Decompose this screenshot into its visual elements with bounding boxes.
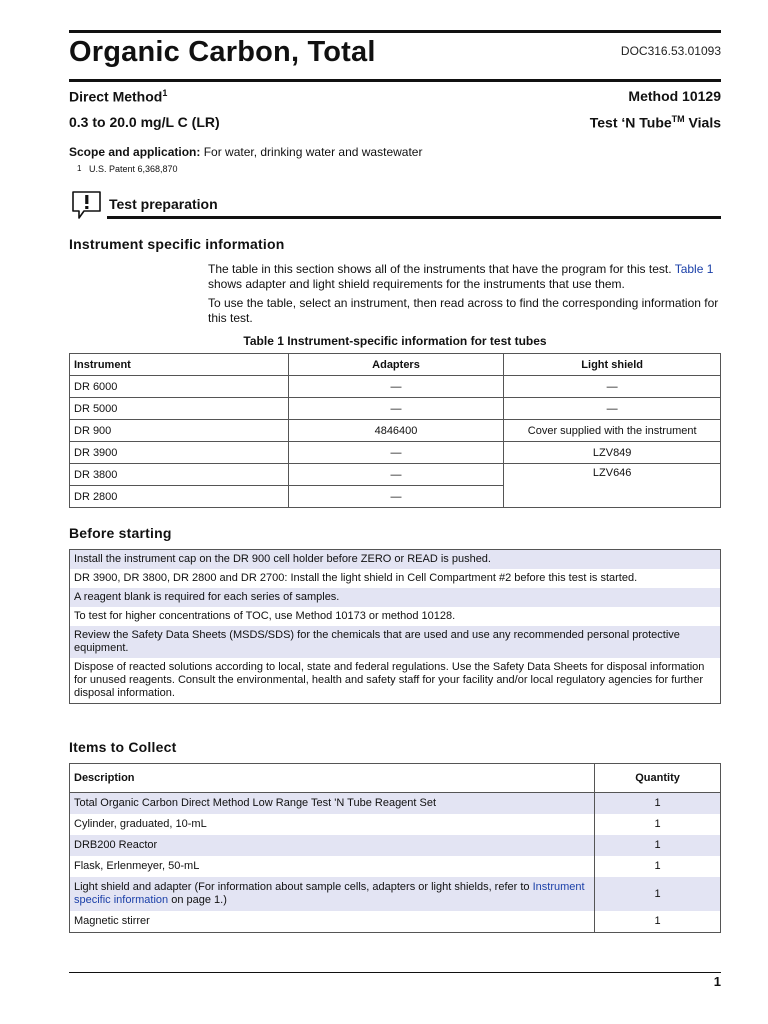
cell-adapter: 4846400	[288, 420, 504, 442]
table-1-link[interactable]: Table 1	[674, 262, 714, 276]
cell-adapter: —	[288, 398, 504, 420]
instrument-table	[69, 353, 721, 508]
table-row	[70, 814, 721, 835]
page-title: Organic Carbon, Total	[69, 36, 376, 68]
test-preparation-rule	[107, 216, 721, 219]
cell-instrument: DR 3900	[70, 442, 289, 464]
top-rule	[69, 30, 721, 33]
cell-light-shield: Cover supplied with the instrument	[504, 420, 721, 442]
cell-instrument: DR 2800	[70, 486, 289, 508]
exclamation-note-icon	[71, 190, 103, 220]
table-row	[70, 835, 721, 856]
trademark-mark: TM	[671, 114, 685, 124]
table-row	[70, 376, 721, 398]
item-description: Cylinder, graduated, 10-mL	[70, 814, 595, 835]
cell-instrument: DR 3800	[70, 464, 289, 486]
instrument-info-heading: Instrument specific information	[69, 236, 285, 252]
item-description-text-end: on page 1.)	[168, 894, 227, 906]
document-number: DOC316.53.01093	[620, 44, 721, 58]
title-rule	[69, 79, 721, 82]
cell-light-shield: —	[504, 376, 721, 398]
col-description: Description	[70, 764, 595, 793]
para1-text-end: shows adapter and light shield requirements for the instruments that use them.	[208, 277, 625, 291]
para1-text: The table in this section shows all of the instruments that have the program for this test.	[208, 262, 672, 276]
list-item-text: A reagent blank is required for each series of samples.	[70, 588, 721, 607]
footnote	[77, 164, 178, 174]
footnote-number: 1	[77, 164, 82, 173]
list-item-text: To test for higher concentrations of TOC, use Method 10173 or method 10128.	[74, 610, 456, 622]
test-preparation-heading: Test preparation	[109, 196, 218, 212]
table-row	[70, 442, 721, 464]
table-row	[70, 398, 721, 420]
col-quantity: Quantity	[595, 764, 721, 793]
list-item	[70, 626, 721, 658]
cell-adapter: —	[288, 442, 504, 464]
items-header-row	[70, 764, 721, 793]
item-description: Flask, Erlenmeyer, 50-mL	[70, 856, 595, 877]
list-item	[70, 658, 721, 704]
method-row	[69, 88, 721, 105]
item-quantity: 1	[595, 856, 721, 877]
range-row	[69, 114, 721, 130]
cell-instrument: DR 900	[70, 420, 289, 442]
footer-rule	[69, 972, 721, 973]
cell-light-shield: LZV849	[504, 442, 721, 464]
list-item	[70, 607, 721, 626]
col-light-shield: Light shield	[504, 354, 721, 376]
cell-light-shield: —	[504, 398, 721, 420]
scope-text: For water, drinking water and wastewater	[200, 145, 423, 159]
list-item	[70, 569, 721, 588]
table-row	[70, 911, 721, 933]
item-quantity: 1	[595, 911, 721, 933]
before-starting-list	[69, 549, 721, 704]
table-1-caption: Table 1 Instrument-specific information for test tubes	[243, 334, 547, 348]
method-name: Direct Method	[69, 88, 163, 105]
method-range: 0.3 to 20.0 mg/L C (LR)	[69, 114, 220, 130]
table-row	[70, 420, 721, 442]
instrument-info-para-2: To use the table, select an instrument, then read across to find the corresponding information for this test.	[208, 296, 719, 325]
instrument-info-link[interactable]: Instrument specific information	[74, 881, 585, 906]
item-description	[70, 877, 595, 911]
cell-adapter: —	[288, 486, 504, 508]
method-number: Method 10129	[628, 88, 721, 104]
page-number: 1	[713, 974, 721, 989]
table-header-row	[70, 354, 721, 376]
items-to-collect-heading: Items to Collect	[69, 739, 177, 755]
list-item	[70, 550, 721, 570]
table-row	[70, 464, 721, 486]
list-item-text: Install the instrument cap on the DR 900 cell holder before ZERO or READ is pushed.	[70, 550, 721, 570]
list-item-text: DR 3900, DR 3800, DR 2800 and DR 2700: Install the light shield in Cell Compartment #2 before this test is started.	[74, 572, 638, 584]
item-description: Magnetic stirrer	[70, 911, 595, 933]
item-description-text: Light shield and adapter (For information about sample cells, adapters or light shields, refer to	[74, 881, 533, 893]
item-quantity: 1	[595, 814, 721, 835]
cell-light-shield: LZV646	[504, 464, 721, 508]
items-table	[69, 763, 721, 933]
vial-type-name: Test ‘N Tube	[589, 114, 672, 131]
vial-type-suffix: Vials	[684, 114, 721, 131]
table-row	[70, 793, 721, 815]
cell-instrument: DR 5000	[70, 398, 289, 420]
vial-type	[590, 114, 721, 131]
col-adapters: Adapters	[288, 354, 504, 376]
cell-adapter: —	[288, 376, 504, 398]
table-row	[70, 856, 721, 877]
item-description: Total Organic Carbon Direct Method Low Range Test 'N Tube Reagent Set	[70, 793, 595, 815]
col-instrument: Instrument	[70, 354, 289, 376]
item-description: DRB200 Reactor	[70, 835, 595, 856]
method-footnote-mark: 1	[162, 88, 168, 98]
list-item	[70, 588, 721, 607]
list-item-text: Review the Safety Data Sheets (MSDS/SDS) for the chemicals that are used and use any recommended personal protective equipment.	[70, 626, 721, 658]
cell-adapter: —	[288, 464, 504, 486]
scope-label: Scope and application:	[69, 145, 201, 159]
table-row	[70, 877, 721, 911]
list-item-text: Dispose of reacted solutions according to local, state and federal regulations. Use the Safety Data Sheets for disposal information for unused reagents. Consult the environmental, health and safety staff for your facility and/or local regulatory agencies for further disposal information.	[74, 661, 705, 699]
before-starting-heading: Before starting	[69, 525, 172, 541]
item-quantity: 1	[595, 793, 721, 815]
instrument-info-para-1	[208, 262, 720, 292]
item-quantity: 1	[595, 835, 721, 856]
scope-and-application	[69, 145, 422, 159]
footnote-text: U.S. Patent 6,368,870	[89, 164, 178, 174]
item-quantity: 1	[595, 877, 721, 911]
cell-instrument: DR 6000	[70, 376, 289, 398]
